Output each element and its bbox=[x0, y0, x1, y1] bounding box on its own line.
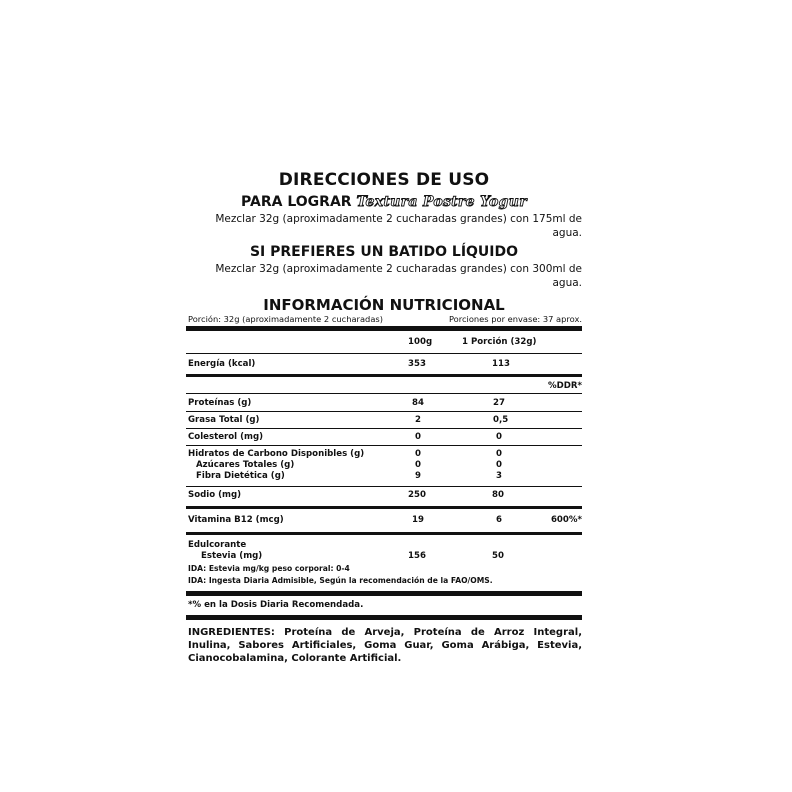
row-value-portion: 80 bbox=[492, 490, 504, 500]
table-header-row bbox=[186, 331, 582, 353]
ddr-footnote: *% en la Dosis Diaria Recomendada. bbox=[188, 600, 364, 610]
row-value-100g: 250 bbox=[408, 490, 426, 500]
row-label: Vitamina B12 (mcg) bbox=[188, 515, 284, 525]
row-value-ddr: 600%* bbox=[550, 515, 582, 525]
row-value-100g: 2 bbox=[415, 415, 421, 425]
row-value-portion-fiber: 3 bbox=[496, 471, 502, 481]
product-label bbox=[186, 170, 582, 665]
row-value-portion: 0 bbox=[496, 449, 502, 459]
row-label: Sodio (mg) bbox=[188, 490, 242, 500]
row-label-fiber: Fibra Dietética (g) bbox=[196, 471, 285, 481]
ingredients-text: INGREDIENTES: Proteína de Arveja, Proteína de Arroz Integral, Inulina, Sabores Artificiales, Goma Guar, Goma Arábiga, Estevia, Cianocobalamina, Colorante Artificial. bbox=[188, 627, 582, 664]
row-value-portion: 27 bbox=[493, 398, 505, 408]
row-label: Hidratos de Carbono Disponibles (g) bbox=[188, 449, 365, 459]
servings-per-container: Porciones por envase: 37 aprox. bbox=[448, 314, 582, 324]
directions-title: DIRECCIONES DE USO bbox=[278, 170, 490, 190]
row-value-100g-fiber: 9 bbox=[415, 471, 421, 481]
row-label-stevia: Estevia (mg) bbox=[201, 551, 263, 561]
row-value-portion-stevia: 50 bbox=[492, 551, 504, 561]
ida-note-1: IDA: Estevia mg/kg peso corporal: 0-4 bbox=[188, 564, 350, 573]
divider bbox=[186, 591, 582, 596]
yogurt-heading-script: Textura Postre Yogur bbox=[356, 194, 527, 210]
row-value-100g: 0 bbox=[415, 449, 421, 459]
shake-instructions: Mezclar 32g (aproximadamente 2 cucharadas grandes) con 300ml de agua. bbox=[215, 263, 582, 289]
row-value-100g: 19 bbox=[412, 515, 424, 525]
serving-info bbox=[186, 314, 582, 324]
row-label: Proteínas (g) bbox=[188, 398, 252, 408]
row-value-portion: 6 bbox=[496, 515, 502, 525]
yogurt-heading bbox=[186, 192, 582, 212]
table-row-carbs bbox=[186, 446, 582, 486]
row-label-sugars: Azúcares Totales (g) bbox=[196, 460, 295, 470]
ida-note-2: IDA: Ingesta Diaria Admisible, Según la recomendación de la FAO/OMS. bbox=[188, 576, 493, 585]
column-portion: 1 Porción (32g) bbox=[462, 337, 537, 347]
row-value-100g-stevia: 156 bbox=[408, 551, 426, 561]
sweetener-heading: Edulcorante bbox=[188, 540, 247, 550]
divider bbox=[186, 615, 582, 620]
table-row-energy bbox=[186, 354, 582, 372]
column-100g: 100g bbox=[408, 337, 433, 347]
yogurt-heading-prefix: PARA LOGRAR bbox=[241, 194, 352, 210]
shake-heading: SI PREFIERES UN BATIDO LÍQUIDO bbox=[249, 244, 519, 260]
table-row-cholesterol bbox=[186, 429, 582, 445]
table-row-sodium bbox=[186, 487, 582, 503]
row-value-100g: 353 bbox=[408, 359, 426, 369]
row-value-portion-sugars: 0 bbox=[496, 460, 502, 470]
table-ddr-header bbox=[186, 377, 582, 393]
row-label: Grasa Total (g) bbox=[188, 415, 260, 425]
row-value-100g-sugars: 0 bbox=[415, 460, 421, 470]
row-value-100g: 84 bbox=[412, 398, 424, 408]
column-ddr: %DDR* bbox=[548, 381, 582, 391]
table-row-protein bbox=[186, 394, 582, 411]
nutrition-title: INFORMACIÓN NUTRICIONAL bbox=[263, 296, 505, 314]
row-value-portion: 113 bbox=[492, 359, 510, 369]
table-row-sweetener bbox=[186, 535, 582, 563]
row-value-portion: 0 bbox=[496, 432, 502, 442]
table-row-fat bbox=[186, 412, 582, 428]
serving-size: Porción: 32g (aproximadamente 2 cucharadas) bbox=[188, 314, 383, 324]
row-value-portion: 0,5 bbox=[493, 415, 509, 425]
yogurt-instructions: Mezclar 32g (aproximadamente 2 cucharadas grandes) con 175ml de agua. bbox=[215, 213, 582, 239]
row-value-100g: 0 bbox=[415, 432, 421, 442]
table-row-b12 bbox=[186, 509, 582, 529]
row-label: Energía (kcal) bbox=[188, 359, 256, 369]
row-label: Colesterol (mg) bbox=[188, 432, 264, 442]
